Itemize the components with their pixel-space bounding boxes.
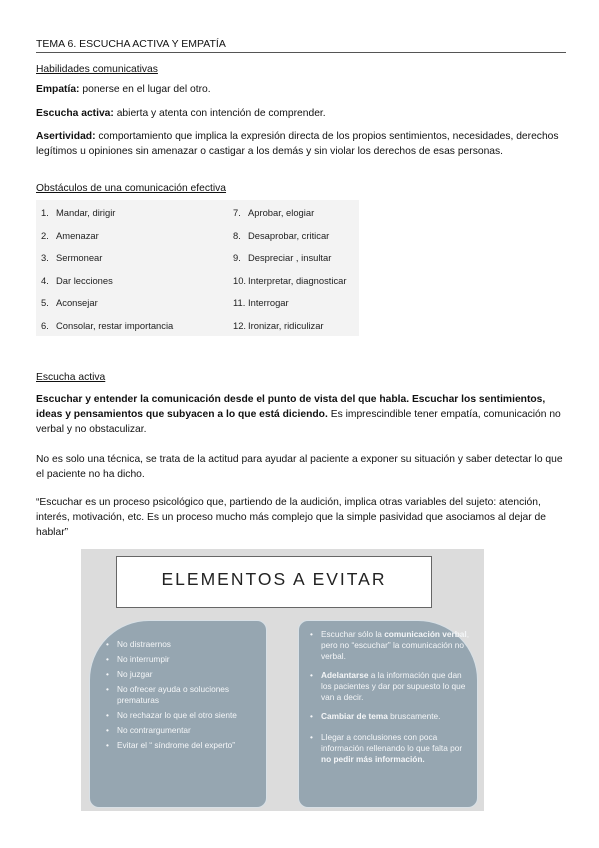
obstacle-item [233, 207, 347, 230]
empatia-term: Empatía: [36, 84, 80, 95]
empatia-definition [36, 82, 566, 97]
avoid-text: Escuchar sólo la [321, 629, 385, 639]
avoid-highlight: comunicación verbal [384, 629, 467, 639]
obstacle-text: Desaprobar, criticar [248, 229, 330, 241]
avoid-text: a la información que dan los pacientes y dar por supuesto lo que van a decir. [321, 670, 466, 702]
obstacle-item [233, 275, 347, 298]
obstacle-text: Interpretar, diagnosticar [248, 274, 347, 286]
obstacle-text: Amenazar [56, 229, 99, 241]
obstacle-text: Mandar, dirigir [56, 207, 116, 218]
obstacle-text: Aconsejar [56, 297, 98, 308]
obstacle-item [41, 230, 173, 253]
page-header: TEMA 6. ESCUCHA ACTIVA Y EMPATÍA [36, 38, 566, 53]
asertividad-term: Asertividad: [36, 131, 96, 142]
obstacle-number: 7. [233, 207, 241, 218]
obstacle-item [41, 252, 173, 275]
obstacle-text: Sermonear [56, 252, 103, 263]
avoid-item: • No distraernos [106, 639, 256, 650]
avoid-text: Llegar a conclusiones con poca información rellenando lo que falta por [321, 732, 463, 753]
avoid-item [310, 670, 470, 703]
avoid-item: • Evitar el “ síndrome del experto” [106, 740, 256, 751]
empatia-text: ponerse en el lugar del otro. [79, 84, 211, 95]
escucha-definition [36, 106, 566, 121]
obstacle-text: Aprobar, elogiar [248, 207, 315, 218]
obstacle-text: Ironizar, ridiculizar [248, 319, 324, 331]
avoid-item: • No interrumpir [106, 654, 256, 665]
section-title-escucha: Escucha activa [36, 372, 106, 383]
escucha-bold-text: Escuchar y entender la comunicación desde el punto de vista del que habla. Escuchar los sentimientos, ideas y pensamientos que subyacen a lo que está diciendo. [36, 394, 546, 420]
obstacle-number: 6. [41, 319, 49, 331]
obstacle-text: Interrogar [248, 297, 289, 308]
avoid-highlight: Adelantarse [321, 670, 369, 680]
obstacle-number: 11. [233, 297, 246, 308]
section-title-habilidades: Habilidades comunicativas [36, 64, 158, 75]
elements-list-left [106, 639, 256, 755]
elements-title-box [116, 556, 432, 608]
escucha-term: Escucha activa: [36, 108, 114, 119]
obstacles-list-image [36, 200, 359, 336]
escucha-quote: “Escuchar es un proceso psicológico que, partiendo de la audición, implica otras variables del sujeto: atención, interés, motivación, etc. Es un proceso mucho más complejo que la simple pasividad que asociamos al dejar de hablar” [36, 497, 546, 538]
obstacle-number: 2. [41, 229, 49, 241]
elements-to-avoid-image [81, 549, 484, 811]
obstacle-text: Consolar, restar importancia [56, 319, 174, 331]
escucha-paragraph-2: No es solo una técnica, se trata de la actitud para ayudar al paciente a exponer su situación y saber detectar lo que el paciente no ha dicho. [36, 454, 563, 480]
avoid-item [310, 732, 470, 765]
avoid-text: bruscamente. [387, 711, 441, 721]
obstacle-text: Dar lecciones [56, 274, 113, 286]
obstacle-item [233, 252, 347, 275]
avoid-highlight: no pedir más información. [321, 754, 425, 764]
obstacles-column-right [233, 207, 347, 342]
escucha-rest-text: Es imprescindible tener empatía, comunicación no verbal y no obstaculizar. [36, 409, 561, 435]
obstacle-item [233, 230, 347, 253]
obstacle-text: Despreciar , insultar [248, 252, 332, 263]
avoid-highlight: Cambiar de tema [321, 711, 388, 721]
section-title-obstaculos: Obstáculos de una comunicación efectiva [36, 183, 227, 194]
obstacle-item [233, 297, 347, 320]
escucha-paragraph-1 [36, 392, 566, 437]
obstacle-item [41, 320, 173, 343]
avoid-text: , pero no “escuchar” la comunicación no verbal. [321, 629, 470, 661]
elements-panel-left [89, 620, 267, 808]
avoid-item [310, 629, 470, 662]
obstacle-item [41, 275, 173, 298]
obstacle-item [41, 207, 173, 230]
avoid-item: • No ofrecer ayuda o soluciones prematuras [106, 684, 256, 706]
elements-list-right [310, 629, 470, 765]
avoid-item: • No rechazar lo que el otro siente [106, 710, 256, 721]
obstacle-item [41, 297, 173, 320]
obstacle-number: 5. [41, 297, 49, 308]
escucha-text: abierta y atenta con intención de comprender. [113, 108, 326, 119]
avoid-item: • No juzgar [106, 669, 256, 680]
obstacle-item [233, 320, 347, 343]
avoid-item: • No contrargumentar [106, 725, 256, 736]
obstacle-number: 8. [233, 229, 241, 241]
obstacles-column-left [41, 207, 173, 342]
obstacle-number: 12. [233, 319, 247, 331]
obstacle-number: 10. [233, 274, 247, 286]
obstacle-number: 1. [41, 207, 49, 218]
asertividad-text: comportamiento que implica la expresión directa de los propios sentimientos, necesidades, derechos legítimos u opiniones sin amenazar o castigar a los demás y sin violar los derechos de esas personas. [36, 131, 559, 157]
asertividad-definition [36, 129, 566, 159]
elements-title: ELEMENTOS A EVITAR [161, 569, 387, 589]
avoid-item [310, 711, 470, 722]
obstacle-number: 3. [41, 252, 49, 263]
elements-panel-right [298, 620, 478, 808]
obstacle-number: 9. [233, 252, 241, 263]
obstacle-number: 4. [41, 274, 49, 286]
